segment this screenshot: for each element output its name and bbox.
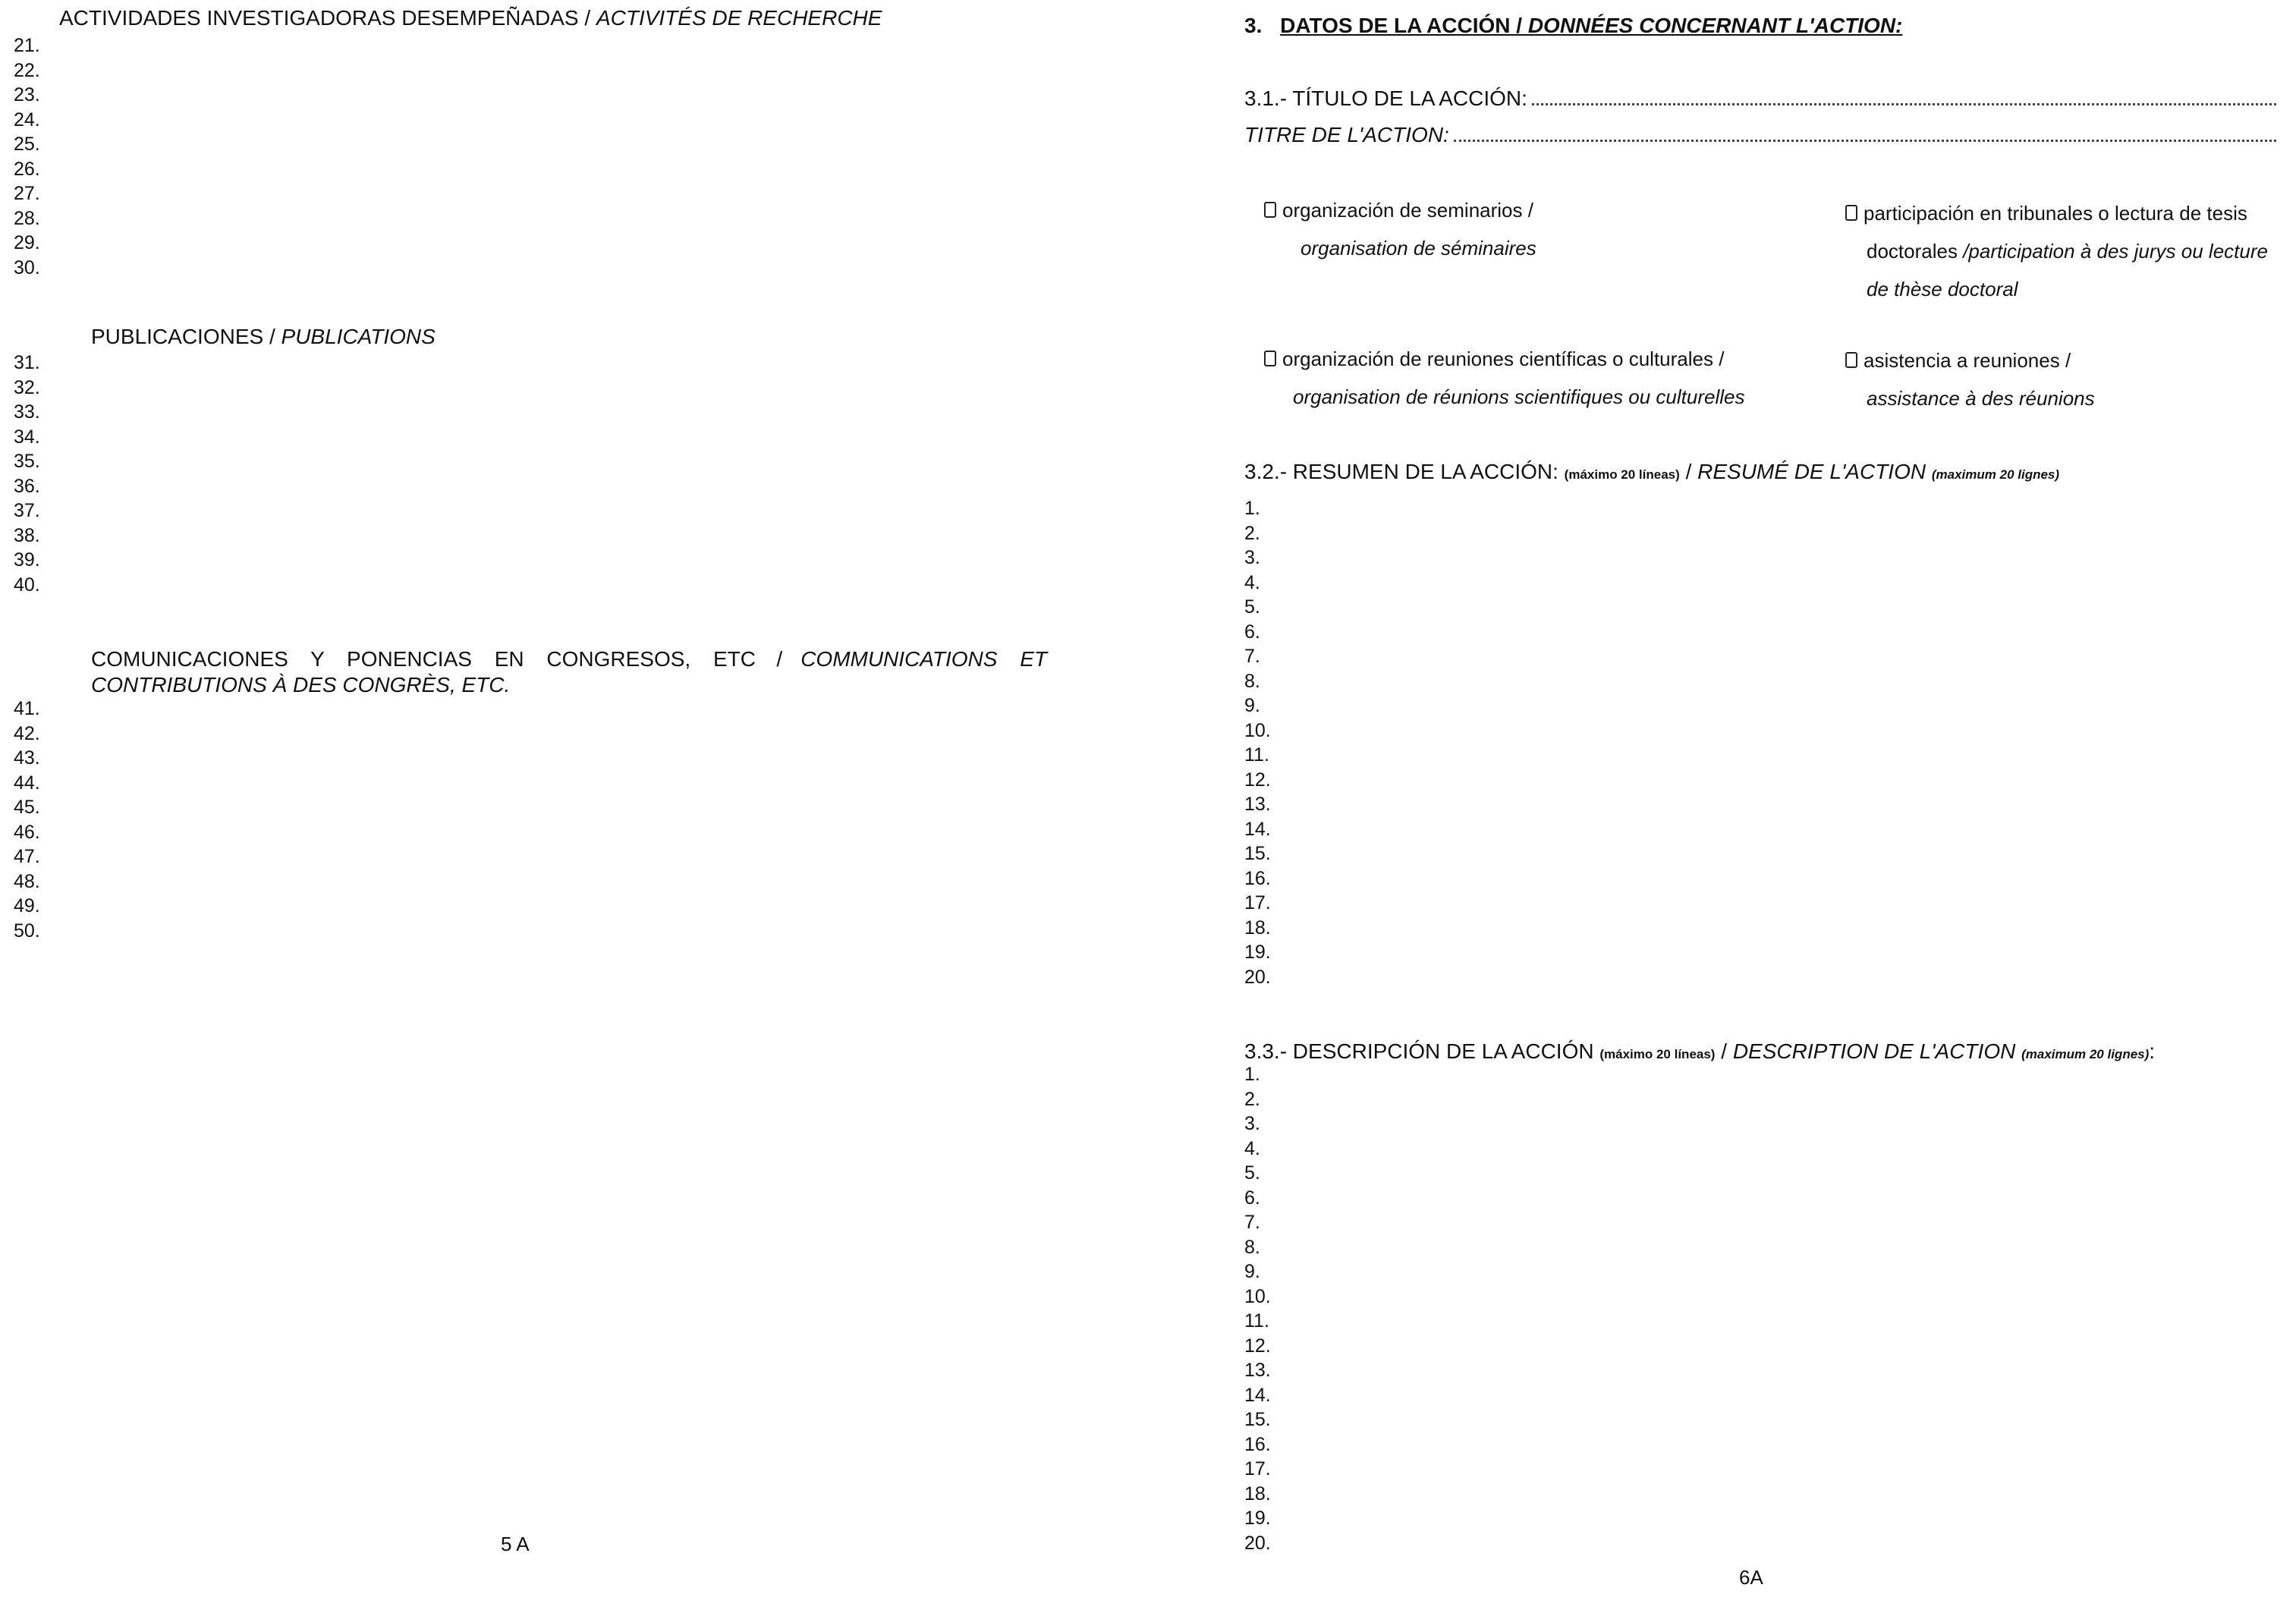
separator: / [578, 6, 596, 30]
separator: / [776, 647, 783, 671]
description-label: 3.3.- DESCRIPCIÓN DE LA ACCIÓN [1244, 1039, 1600, 1063]
numbered-line[interactable]: 34. [14, 426, 40, 448]
numbered-line[interactable]: 7. [1244, 1212, 1260, 1233]
checkbox-meetings-org[interactable] [1264, 351, 1276, 366]
section3-heading [1244, 15, 1902, 36]
numbered-line[interactable]: 22. [14, 59, 40, 81]
section3-title-fr: DONNÉES CONCERNANT L'ACTION: [1527, 14, 1903, 37]
publications-title: PUBLICACIONES [91, 325, 264, 348]
numbered-line[interactable]: 17. [1244, 1458, 1271, 1479]
communications-title: COMUNICACIONES Y PONENCIAS EN CONGRESOS, ETC [91, 647, 756, 671]
numbered-line[interactable]: 8. [1244, 1236, 1260, 1258]
numbered-line[interactable]: 41. [14, 698, 40, 719]
numbered-line[interactable]: 2. [1244, 522, 1260, 544]
page-number-left: 5 A [501, 1533, 530, 1555]
numbered-line[interactable]: 13. [1244, 1360, 1271, 1381]
numbered-line[interactable]: 7. [1244, 646, 1260, 667]
option-label-fr: organisation de réunions scientifiques ou culturelles [1293, 385, 1745, 408]
numbered-line[interactable]: 27. [14, 183, 40, 204]
title-field-dotted-line[interactable] [1532, 103, 2276, 105]
numbered-line[interactable]: 47. [14, 846, 40, 867]
numbered-line[interactable]: 35. [14, 451, 40, 472]
option-juries[interactable] [1845, 194, 2268, 308]
numbered-line[interactable]: 16. [1244, 1433, 1271, 1455]
description-note-fr: (maximum 20 lignes) [2021, 1047, 2150, 1061]
description-colon: : [2149, 1039, 2156, 1063]
option-label-fr: organisation de séminaires [1301, 237, 1536, 259]
numbered-line[interactable]: 12. [1244, 1335, 1271, 1357]
communications-title-fr-1: COMMUNICATIONS ET [800, 647, 1047, 671]
numbered-line[interactable]: 25. [14, 134, 40, 155]
numbered-line[interactable]: 48. [14, 870, 40, 892]
checkbox-juries[interactable] [1845, 205, 1857, 221]
numbered-line[interactable]: 14. [1244, 818, 1271, 840]
numbered-line[interactable]: 16. [1244, 867, 1271, 889]
publications-title-fr: PUBLICATIONS [281, 325, 436, 348]
numbered-line[interactable]: 19. [1244, 942, 1271, 963]
activities-title-fr: ACTIVITÉS DE RECHERCHE [596, 6, 882, 30]
numbered-line[interactable]: 18. [1244, 1483, 1271, 1505]
summary-lines [1244, 496, 1271, 989]
numbered-line[interactable]: 21. [14, 35, 40, 56]
checkbox-seminars[interactable] [1264, 202, 1276, 218]
separator: / [1510, 14, 1528, 37]
summary-label: 3.2.- RESUMEN DE LA ACCIÓN: [1244, 460, 1565, 483]
description-note: (máximo 20 líneas) [1599, 1047, 1716, 1061]
numbered-line[interactable]: 1. [1244, 498, 1260, 519]
summary-note: (máximo 20 líneas) [1564, 467, 1680, 482]
page-number-right: 6A [1739, 1566, 1763, 1589]
section-number: 3. [1244, 14, 1263, 37]
title-field-fr[interactable] [1244, 124, 2276, 146]
communications-lines [14, 696, 40, 943]
numbered-line[interactable]: 6. [1244, 1187, 1260, 1209]
section3-title: DATOS DE LA ACCIÓN [1280, 14, 1511, 37]
title-field-label-fr: TITRE DE L'ACTION: [1244, 123, 1449, 146]
numbered-line[interactable]: 9. [1244, 695, 1260, 716]
description-label-fr: DESCRIPTION DE L'ACTION [1732, 1039, 2022, 1063]
numbered-line[interactable]: 20. [1244, 1532, 1271, 1554]
title-field-fr-dotted-line[interactable] [1454, 140, 2276, 142]
numbered-line[interactable]: 19. [1244, 1508, 1271, 1529]
numbered-line[interactable]: 5. [1244, 1162, 1260, 1184]
numbered-line[interactable]: 4. [1244, 571, 1260, 593]
option-meetings-attend[interactable] [1845, 341, 2095, 417]
summary-label-fr: RESUMÉ DE L'ACTION [1697, 460, 1932, 483]
numbered-line[interactable]: 3. [1244, 1113, 1260, 1134]
option-label-es: organización de seminarios / [1282, 199, 1533, 222]
numbered-line[interactable]: 26. [14, 158, 40, 180]
numbered-line[interactable]: 44. [14, 772, 40, 794]
option-seminars[interactable] [1264, 191, 1536, 267]
option-label-es: asistencia a reuniones / [1864, 349, 2071, 372]
numbered-line[interactable]: 15. [1244, 843, 1271, 864]
numbered-line[interactable]: 30. [14, 256, 40, 278]
separator: / [1679, 460, 1698, 483]
numbered-line[interactable]: 50. [14, 920, 40, 942]
numbered-line[interactable]: 43. [14, 747, 40, 769]
option-label-es-2: doctorales [1867, 240, 1964, 263]
numbered-line[interactable]: 11. [1244, 744, 1269, 766]
numbered-line[interactable]: 31. [14, 352, 40, 373]
option-label-es: participación en tribunales o lectura de tesis [1864, 202, 2247, 225]
title-field-label: 3.1.- TÍTULO DE LA ACCIÓN: [1244, 86, 1527, 110]
activities-lines [14, 33, 40, 280]
separator: / [1715, 1039, 1733, 1063]
activities-heading [59, 8, 882, 29]
publications-lines [14, 351, 40, 597]
numbered-line[interactable]: 23. [14, 84, 40, 105]
numbered-line[interactable]: 4. [1244, 1137, 1260, 1159]
numbered-line[interactable]: 11. [1244, 1310, 1269, 1332]
numbered-line[interactable]: 15. [1244, 1409, 1271, 1430]
summary-heading [1244, 461, 2059, 483]
option-label-es: organización de reuniones científicas o culturales / [1282, 347, 1725, 370]
numbered-line[interactable]: 1. [1244, 1064, 1260, 1085]
numbered-line[interactable]: 12. [1244, 769, 1271, 791]
numbered-line[interactable]: 38. [14, 524, 40, 546]
numbered-line[interactable]: 9. [1244, 1261, 1260, 1282]
summary-note-fr: (maximum 20 lignes) [1931, 467, 2060, 482]
description-heading [1244, 1041, 2155, 1062]
option-label-fr: assistance à des réunions [1867, 387, 2095, 410]
numbered-line[interactable]: 28. [14, 207, 40, 229]
separator: / [263, 325, 281, 348]
communications-heading-line1 [91, 646, 1047, 672]
numbered-line[interactable]: 29. [14, 232, 40, 253]
numbered-line[interactable]: 49. [14, 895, 40, 917]
option-label-fr: /participation à des jurys ou lecture [1963, 240, 2268, 263]
activities-title: ACTIVIDADES INVESTIGADORAS DESEMPEÑADAS [59, 6, 579, 30]
numbered-line[interactable]: 17. [1244, 892, 1271, 913]
numbered-line[interactable]: 5. [1244, 596, 1260, 618]
numbered-line[interactable]: 13. [1244, 794, 1271, 815]
communications-title-fr-wrap [776, 646, 1047, 672]
numbered-line[interactable]: 36. [14, 475, 40, 497]
description-lines [1244, 1062, 1271, 1555]
communications-heading [91, 646, 1047, 698]
numbered-line[interactable]: 14. [1244, 1384, 1271, 1406]
numbered-line[interactable]: 42. [14, 722, 40, 744]
numbered-line[interactable]: 24. [14, 108, 40, 130]
title-field[interactable] [1244, 88, 2276, 109]
numbered-line[interactable]: 33. [14, 401, 40, 423]
numbered-line[interactable]: 45. [14, 797, 40, 818]
numbered-line[interactable]: 40. [14, 574, 40, 596]
numbered-line[interactable]: 8. [1244, 670, 1260, 692]
option-label-fr-2: de thèse doctoral [1867, 278, 2018, 300]
numbered-line[interactable]: 32. [14, 376, 40, 398]
numbered-line[interactable]: 2. [1244, 1088, 1260, 1110]
option-meetings-org[interactable] [1264, 340, 1744, 416]
numbered-line[interactable]: 6. [1244, 621, 1260, 643]
numbered-line[interactable]: 37. [14, 500, 40, 521]
numbered-line[interactable]: 39. [14, 549, 40, 571]
communications-title-fr-2: CONTRIBUTIONS À DES CONGRÈS, ETC. [91, 673, 511, 696]
numbered-line[interactable]: 3. [1244, 547, 1260, 568]
numbered-line[interactable]: 20. [1244, 966, 1271, 988]
checkbox-meetings-attend[interactable] [1845, 352, 1857, 368]
numbered-line[interactable]: 10. [1244, 719, 1271, 741]
numbered-line[interactable]: 46. [14, 821, 40, 843]
publications-heading [91, 326, 436, 347]
numbered-line[interactable]: 10. [1244, 1285, 1271, 1307]
numbered-line[interactable]: 18. [1244, 917, 1271, 939]
